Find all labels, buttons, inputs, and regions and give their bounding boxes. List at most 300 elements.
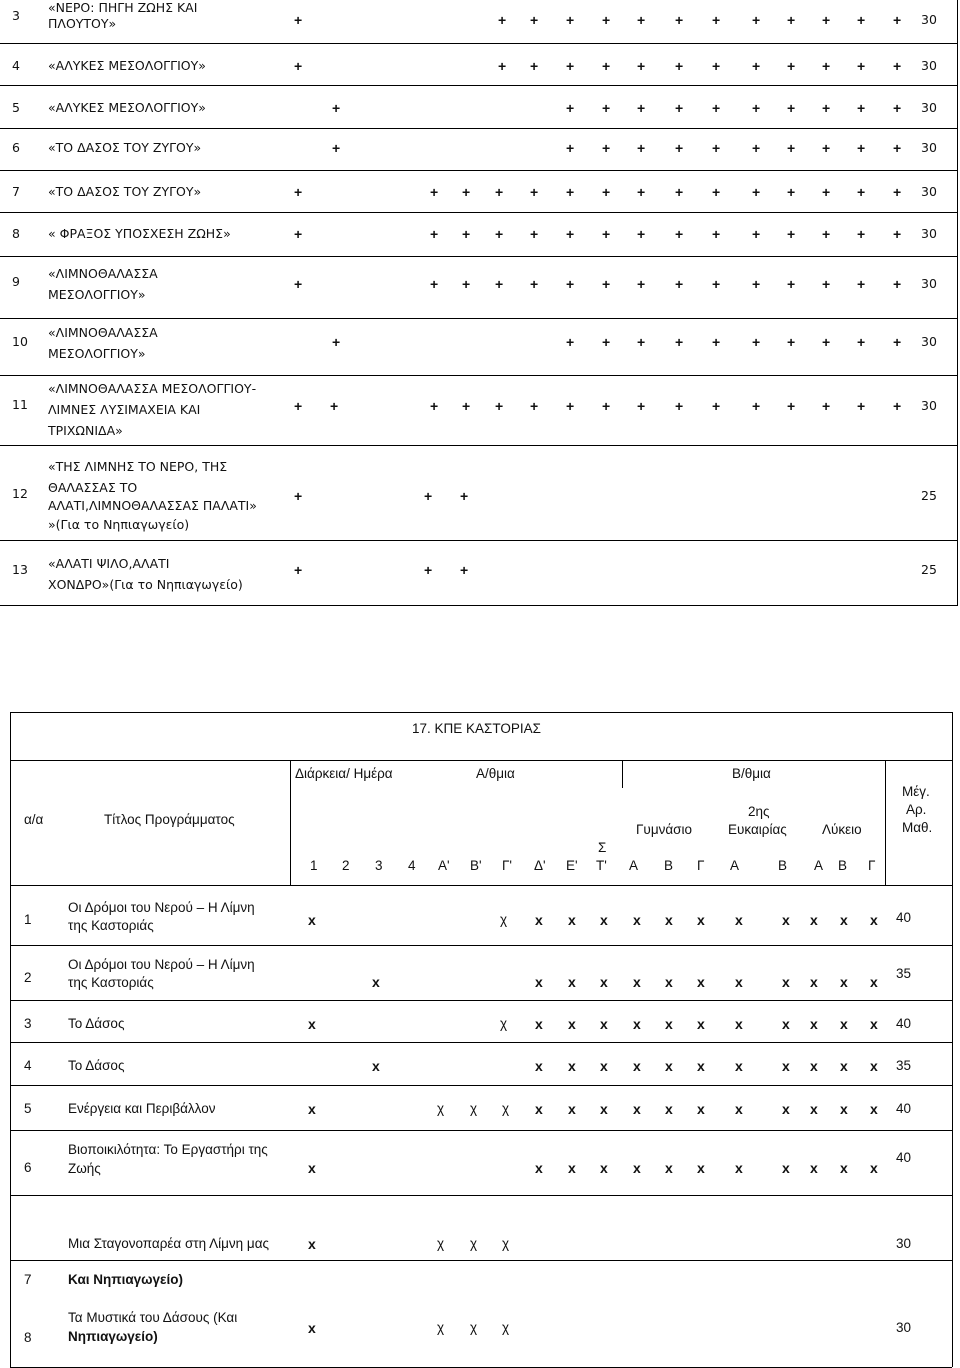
- x-mark: x: [840, 1160, 848, 1176]
- capacity-value: 30: [921, 140, 937, 155]
- row-number: 10: [12, 334, 28, 349]
- plus-mark: +: [430, 276, 439, 292]
- gym-grade-header: Α: [629, 858, 639, 873]
- plus-mark: +: [675, 100, 684, 116]
- plus-mark: +: [893, 184, 902, 200]
- plus-mark: +: [332, 100, 341, 116]
- plus-mark: +: [712, 276, 721, 292]
- x-mark: x: [633, 974, 641, 990]
- gym-grade-header: Γ: [697, 858, 705, 873]
- rule-line: [10, 712, 952, 713]
- plus-mark: +: [712, 226, 721, 242]
- plus-mark: +: [857, 12, 866, 28]
- x-mark: x: [870, 974, 878, 990]
- rule-line: [957, 0, 958, 605]
- program-title: «ΛΙΜΝΟΘΑΛΑΣΣΑ: [48, 266, 158, 281]
- day-header: 3: [375, 858, 383, 873]
- rule-line: [10, 1085, 952, 1086]
- row-number: 9: [12, 274, 20, 289]
- lyk-grade-header: Β: [838, 858, 848, 873]
- header-secondary: Β/θμια: [732, 766, 771, 781]
- program-title: ΘΑΛΑΣΣΑΣ ΤΟ: [48, 480, 138, 495]
- plus-mark: +: [602, 334, 611, 350]
- plus-mark: +: [857, 226, 866, 242]
- capacity-value: 30: [921, 184, 937, 199]
- plus-mark: +: [787, 334, 796, 350]
- x-mark: χ: [500, 912, 508, 927]
- plus-mark: +: [566, 140, 575, 156]
- header-duration: Διάρκεια/ Ημέρα: [295, 766, 393, 781]
- plus-mark: +: [637, 334, 646, 350]
- plus-mark: +: [637, 100, 646, 116]
- program-title: ΠΛΟΥΤΟΥ»: [48, 16, 117, 31]
- plus-mark: +: [566, 58, 575, 74]
- plus-mark: +: [462, 226, 471, 242]
- x-mark: x: [535, 1016, 543, 1032]
- plus-mark: +: [637, 140, 646, 156]
- max-students: 40: [896, 1101, 912, 1116]
- program-title: Οι Δρόμοι του Νερού – Η Λίμνη: [68, 900, 255, 915]
- x-mark: x: [782, 1160, 790, 1176]
- section-title: 17. ΚΠΕ ΚΑΣΤΟΡΙΑΣ: [412, 721, 541, 736]
- epal-grade-header: Β: [778, 858, 788, 873]
- plus-mark: +: [637, 184, 646, 200]
- rule-line: [10, 1042, 952, 1043]
- x-mark: x: [735, 912, 743, 928]
- rule-line: [10, 1130, 952, 1131]
- x-mark: x: [782, 974, 790, 990]
- x-mark: x: [735, 1160, 743, 1176]
- day-header: 4: [408, 858, 416, 873]
- plus-mark: +: [495, 398, 504, 414]
- x-mark: x: [308, 912, 316, 928]
- header-gymnasio: Γυμνάσιο: [636, 822, 692, 837]
- x-mark: x: [633, 1016, 641, 1032]
- max-students: 40: [896, 910, 912, 925]
- rule-line: [0, 375, 958, 376]
- plus-mark: +: [752, 184, 761, 200]
- x-mark: x: [840, 1058, 848, 1074]
- x-mark: χ: [470, 1101, 478, 1116]
- row-number: 2: [24, 970, 32, 985]
- program-title: «ΤΗΣ ΛΙΜΝΗΣ ΤΟ ΝΕΡΟ, ΤΗΣ: [48, 459, 228, 474]
- plus-mark: +: [787, 184, 796, 200]
- x-mark: x: [308, 1101, 316, 1117]
- plus-mark: +: [566, 12, 575, 28]
- x-mark: x: [308, 1016, 316, 1032]
- program-title: Ενέργεια και Περιβάλλον: [68, 1101, 216, 1116]
- plus-mark: +: [675, 140, 684, 156]
- plus-mark: +: [602, 100, 611, 116]
- row-number: 4: [12, 58, 20, 73]
- rule-line: [10, 885, 952, 886]
- grade-header: Β': [470, 858, 482, 873]
- plus-mark: +: [294, 226, 303, 242]
- x-mark: x: [600, 1058, 608, 1074]
- row-number: 4: [24, 1058, 32, 1073]
- plus-mark: +: [787, 398, 796, 414]
- grade-header: Ε': [566, 858, 578, 873]
- plus-mark: +: [857, 276, 866, 292]
- plus-mark: +: [530, 184, 539, 200]
- capacity-value: 30: [921, 276, 937, 291]
- rule-line: [0, 43, 958, 44]
- lyk-grade-header: Α: [814, 858, 824, 873]
- plus-mark: +: [857, 334, 866, 350]
- x-mark: x: [665, 1101, 673, 1117]
- plus-mark: +: [498, 58, 507, 74]
- plus-mark: +: [822, 140, 831, 156]
- x-mark: x: [870, 912, 878, 928]
- rule-line: [10, 1000, 952, 1001]
- plus-mark: +: [566, 334, 575, 350]
- plus-mark: +: [893, 334, 902, 350]
- gym-grade-header: Β: [664, 858, 674, 873]
- x-mark: x: [870, 1160, 878, 1176]
- plus-mark: +: [637, 398, 646, 414]
- row-number: 13: [12, 562, 28, 577]
- x-mark: x: [600, 1016, 608, 1032]
- x-mark: x: [735, 1101, 743, 1117]
- plus-mark: +: [857, 58, 866, 74]
- plus-mark: +: [424, 562, 433, 578]
- x-mark: x: [568, 1160, 576, 1176]
- plus-mark: +: [787, 58, 796, 74]
- row-number: 7: [24, 1272, 32, 1287]
- plus-mark: +: [893, 140, 902, 156]
- rule-line: [885, 760, 886, 885]
- x-mark: x: [735, 1016, 743, 1032]
- plus-mark: +: [530, 398, 539, 414]
- x-mark: x: [535, 1058, 543, 1074]
- x-mark: x: [840, 1101, 848, 1117]
- plus-mark: +: [752, 12, 761, 28]
- plus-mark: +: [857, 100, 866, 116]
- plus-mark: +: [602, 276, 611, 292]
- plus-mark: +: [566, 398, 575, 414]
- plus-mark: +: [294, 184, 303, 200]
- capacity-value: 30: [921, 226, 937, 241]
- plus-mark: +: [637, 276, 646, 292]
- day-header: 2: [342, 858, 350, 873]
- plus-mark: +: [822, 184, 831, 200]
- x-mark: x: [568, 974, 576, 990]
- capacity-value: 30: [921, 334, 937, 349]
- plus-mark: +: [675, 12, 684, 28]
- row-number: 6: [12, 140, 20, 155]
- row-number: 8: [24, 1330, 32, 1345]
- x-mark: x: [568, 1058, 576, 1074]
- x-mark: χ: [502, 1101, 510, 1116]
- plus-mark: +: [424, 488, 433, 504]
- program-title: Νηπιαγωγείο): [68, 1329, 158, 1344]
- x-mark: x: [665, 912, 673, 928]
- x-mark: χ: [470, 1236, 478, 1251]
- x-mark: x: [782, 1016, 790, 1032]
- plus-mark: +: [752, 334, 761, 350]
- plus-mark: +: [712, 184, 721, 200]
- plus-mark: +: [602, 58, 611, 74]
- plus-mark: +: [712, 100, 721, 116]
- x-mark: x: [308, 1320, 316, 1336]
- plus-mark: +: [822, 12, 831, 28]
- plus-mark: +: [498, 12, 507, 28]
- plus-mark: +: [712, 58, 721, 74]
- x-mark: x: [810, 1101, 818, 1117]
- header-lykeio: Λύκειο: [822, 822, 862, 837]
- plus-mark: +: [332, 140, 341, 156]
- row-number: 12: [12, 486, 28, 501]
- plus-mark: +: [462, 398, 471, 414]
- plus-mark: +: [460, 488, 469, 504]
- plus-mark: +: [530, 276, 539, 292]
- plus-mark: +: [857, 398, 866, 414]
- rule-line: [0, 540, 958, 541]
- plus-mark: +: [893, 12, 902, 28]
- x-mark: x: [308, 1160, 316, 1176]
- header-epal: 2ης: [748, 804, 770, 819]
- capacity-value: 30: [921, 58, 937, 73]
- plus-mark: +: [893, 226, 902, 242]
- rule-line: [290, 760, 291, 885]
- program-title: ΤΡΙΧΩΝΙΔΑ»: [48, 423, 123, 438]
- header-max: Μαθ.: [902, 820, 933, 835]
- plus-mark: +: [752, 140, 761, 156]
- rule-line: [0, 212, 958, 213]
- x-mark: x: [840, 974, 848, 990]
- x-mark: χ: [470, 1320, 478, 1335]
- plus-mark: +: [566, 276, 575, 292]
- max-students: 40: [896, 1150, 912, 1165]
- header-program: Τίτλος Προγράμματος: [104, 812, 235, 827]
- program-title: ΜΕΣΟΛΟΓΓΙΟΥ»: [48, 287, 146, 302]
- x-mark: x: [697, 1160, 705, 1176]
- capacity-value: 25: [921, 488, 937, 503]
- x-mark: x: [665, 1160, 673, 1176]
- plus-mark: +: [495, 184, 504, 200]
- plus-mark: +: [430, 398, 439, 414]
- plus-mark: +: [294, 488, 303, 504]
- program-title: « ΦΡΑΞΟΣ ΥΠΟΣΧΕΣΗ ΖΩΗΣ»: [48, 226, 231, 241]
- row-number: 5: [12, 100, 20, 115]
- header-aa: α/α: [24, 812, 44, 827]
- plus-mark: +: [462, 276, 471, 292]
- plus-mark: +: [460, 562, 469, 578]
- rule-line: [952, 712, 953, 1367]
- header-special: Τ': [596, 858, 607, 873]
- header-special: Σ: [598, 840, 607, 855]
- plus-mark: +: [294, 58, 303, 74]
- x-mark: x: [665, 1058, 673, 1074]
- x-mark: x: [810, 1058, 818, 1074]
- program-title: «ΤΟ ΔΑΣΟΣ ΤΟΥ ΖΥΓΟΥ»: [48, 184, 202, 199]
- program-title: Μια Σταγονοπαρέα στη Λίμνη μας: [68, 1236, 270, 1251]
- x-mark: x: [782, 1058, 790, 1074]
- plus-mark: +: [530, 226, 539, 242]
- plus-mark: +: [294, 562, 303, 578]
- header-max: Αρ.: [906, 802, 927, 817]
- capacity-value: 30: [921, 398, 937, 413]
- max-students: 35: [896, 1058, 912, 1073]
- plus-mark: +: [822, 276, 831, 292]
- x-mark: χ: [437, 1320, 445, 1335]
- row-number: 7: [12, 184, 20, 199]
- program-title: ΛΙΜΝΕΣ ΛΥΣΙΜΑΧΕΙΑ ΚΑΙ: [48, 402, 201, 417]
- plus-mark: +: [712, 334, 721, 350]
- x-mark: χ: [437, 1236, 445, 1251]
- rule-line: [10, 945, 952, 946]
- x-mark: x: [870, 1058, 878, 1074]
- program-title: «ΛΙΜΝΟΘΑΛΑΣΣΑ ΜΕΣΟΛΟΓΓΙΟΥ-: [48, 381, 257, 396]
- program-title: «ΝΕΡΟ: ΠΗΓΗ ΖΩΗΣ ΚΑΙ: [48, 0, 198, 15]
- plus-mark: +: [787, 12, 796, 28]
- x-mark: x: [633, 1058, 641, 1074]
- row-number: 5: [24, 1101, 32, 1116]
- x-mark: x: [810, 912, 818, 928]
- plus-mark: +: [787, 226, 796, 242]
- row-number: 1: [24, 912, 32, 927]
- plus-mark: +: [330, 398, 339, 414]
- program-title: ΧΟΝΔΡΟ»(Για το Νηπιαγωγείο): [48, 577, 243, 592]
- header-max: Μέγ.: [902, 784, 930, 799]
- rule-line: [10, 712, 11, 1367]
- plus-mark: +: [893, 398, 902, 414]
- plus-mark: +: [822, 398, 831, 414]
- plus-mark: +: [752, 276, 761, 292]
- x-mark: x: [568, 912, 576, 928]
- plus-mark: +: [712, 398, 721, 414]
- plus-mark: +: [787, 276, 796, 292]
- plus-mark: +: [566, 184, 575, 200]
- rule-line: [10, 760, 952, 761]
- x-mark: x: [810, 1160, 818, 1176]
- row-number: 8: [12, 226, 20, 241]
- max-students: 30: [896, 1320, 912, 1335]
- x-mark: x: [600, 912, 608, 928]
- x-mark: x: [372, 1058, 380, 1074]
- x-mark: x: [600, 1160, 608, 1176]
- day-header: 1: [310, 858, 318, 873]
- grade-header: Α': [438, 858, 450, 873]
- row-number: 3: [24, 1016, 32, 1031]
- x-mark: x: [810, 1016, 818, 1032]
- epal-grade-header: Α: [730, 858, 740, 873]
- program-title: Ζωής: [68, 1161, 101, 1176]
- x-mark: x: [782, 912, 790, 928]
- rule-line: [0, 445, 958, 446]
- program-title: Οι Δρόμοι του Νερού – Η Λίμνη: [68, 957, 255, 972]
- x-mark: x: [600, 974, 608, 990]
- plus-mark: +: [752, 58, 761, 74]
- x-mark: x: [568, 1016, 576, 1032]
- rule-line: [622, 760, 623, 788]
- rule-line: [0, 170, 958, 171]
- x-mark: x: [535, 1101, 543, 1117]
- plus-mark: +: [462, 184, 471, 200]
- capacity-value: 30: [921, 12, 937, 27]
- plus-mark: +: [294, 12, 303, 28]
- plus-mark: +: [602, 226, 611, 242]
- rule-line: [0, 256, 958, 257]
- plus-mark: +: [495, 226, 504, 242]
- plus-mark: +: [857, 140, 866, 156]
- header-epal: Ευκαιρίας: [728, 822, 787, 837]
- x-mark: x: [633, 1160, 641, 1176]
- x-mark: χ: [502, 1320, 510, 1335]
- x-mark: x: [870, 1016, 878, 1032]
- plus-mark: +: [566, 226, 575, 242]
- program-title: Το Δάσος: [68, 1016, 125, 1031]
- capacity-value: 25: [921, 562, 937, 577]
- x-mark: x: [697, 912, 705, 928]
- plus-mark: +: [787, 140, 796, 156]
- program-title: Βιοποικιλότητα: Το Εργαστήρι της: [68, 1142, 268, 1157]
- grade-header: Δ': [534, 858, 546, 873]
- grade-header: Γ': [502, 858, 513, 873]
- x-mark: x: [535, 912, 543, 928]
- plus-mark: +: [787, 100, 796, 116]
- rule-line: [0, 85, 958, 86]
- x-mark: x: [735, 974, 743, 990]
- plus-mark: +: [675, 58, 684, 74]
- plus-mark: +: [602, 12, 611, 28]
- plus-mark: +: [332, 334, 341, 350]
- program-title: Τα Μυστικά του Δάσους (Και: [68, 1310, 238, 1325]
- plus-mark: +: [294, 398, 303, 414]
- plus-mark: +: [822, 100, 831, 116]
- x-mark: x: [600, 1101, 608, 1117]
- rule-line: [0, 605, 958, 606]
- plus-mark: +: [893, 58, 902, 74]
- x-mark: x: [372, 974, 380, 990]
- capacity-value: 30: [921, 100, 937, 115]
- x-mark: x: [840, 912, 848, 928]
- program-title: «ΑΛΥΚΕΣ ΜΕΣΟΛΟΓΓΙΟΥ»: [48, 100, 206, 115]
- x-mark: χ: [437, 1101, 445, 1116]
- x-mark: χ: [500, 1016, 508, 1031]
- plus-mark: +: [602, 184, 611, 200]
- program-title: Το Δάσος: [68, 1058, 125, 1073]
- header-primary: Α/θμια: [476, 766, 515, 781]
- program-title: ΑΛΑΤΙ,ΛΙΜΝΟΘΑΛΑΣΣΑΣ ΠΑΛΑΤΙ»: [48, 498, 257, 513]
- max-students: 30: [896, 1236, 912, 1251]
- plus-mark: +: [893, 100, 902, 116]
- program-title: της Καστοριάς: [68, 918, 154, 933]
- plus-mark: +: [637, 58, 646, 74]
- rule-line: [10, 1260, 952, 1261]
- program-title: Και Νηπιαγωγείο): [68, 1272, 183, 1287]
- program-title: «ΤΟ ΔΑΣΟΣ ΤΟΥ ΖΥΓΟΥ»: [48, 140, 202, 155]
- program-title: «ΑΛΥΚΕΣ ΜΕΣΟΛΟΓΓΙΟΥ»: [48, 58, 206, 73]
- plus-mark: +: [430, 226, 439, 242]
- x-mark: x: [308, 1236, 316, 1252]
- x-mark: x: [735, 1058, 743, 1074]
- plus-mark: +: [602, 398, 611, 414]
- rule-line: [0, 318, 958, 319]
- x-mark: x: [697, 1101, 705, 1117]
- program-title: «ΑΛΑΤΙ ΨΙΛΟ,ΑΛΑΤΙ: [48, 556, 170, 571]
- plus-mark: +: [637, 226, 646, 242]
- plus-mark: +: [822, 334, 831, 350]
- plus-mark: +: [566, 100, 575, 116]
- program-title: «ΛΙΜΝΟΘΑΛΑΣΣΑ: [48, 325, 158, 340]
- row-number: 6: [24, 1160, 32, 1175]
- x-mark: x: [633, 912, 641, 928]
- plus-mark: +: [752, 398, 761, 414]
- x-mark: x: [633, 1101, 641, 1117]
- x-mark: x: [810, 974, 818, 990]
- x-mark: x: [535, 1160, 543, 1176]
